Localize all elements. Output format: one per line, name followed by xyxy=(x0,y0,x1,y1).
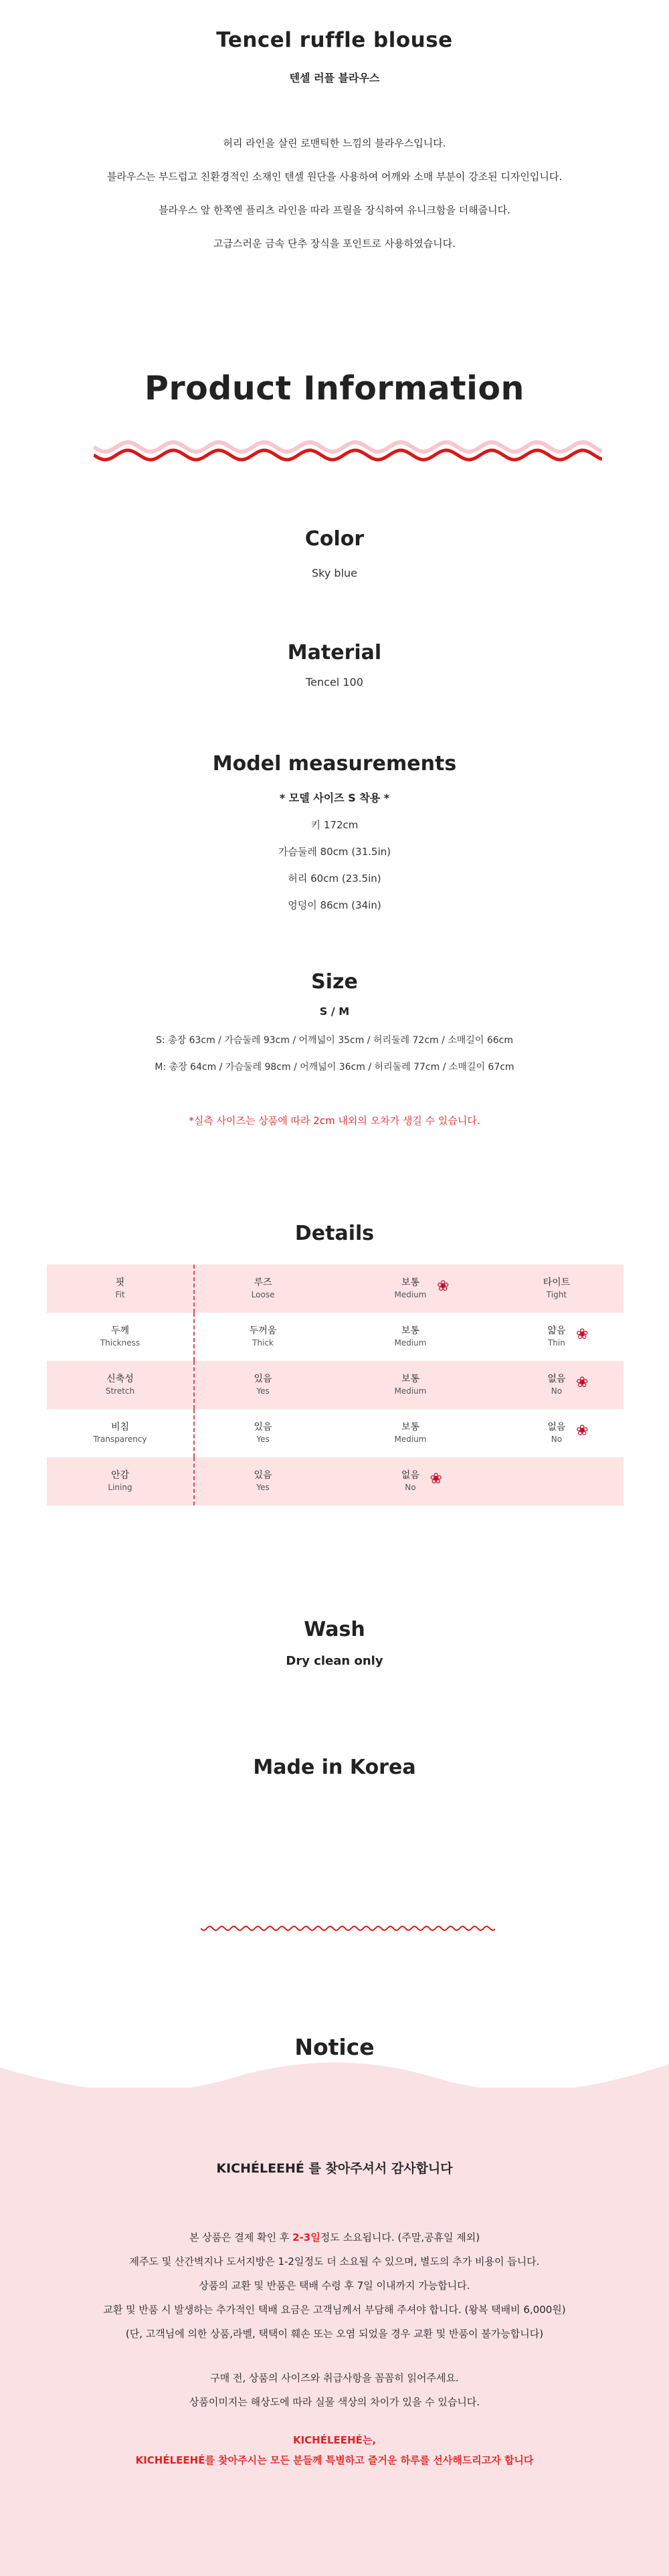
details-option-ko: 보통 xyxy=(401,1325,419,1336)
notice-policy xyxy=(0,2225,669,2346)
details-label-en: Fit xyxy=(115,1290,125,1299)
details-label xyxy=(47,1457,194,1505)
details-label xyxy=(47,1409,194,1457)
model-note: * 모델 사이즈 S 착용 * xyxy=(279,792,390,804)
details-option xyxy=(331,1265,490,1313)
details-option-ko: 없음 xyxy=(547,1422,566,1433)
model-measure: 가슴둘레 80cm (31.5in) xyxy=(278,846,391,858)
product-information-title: Product Information xyxy=(145,369,524,407)
flower-icon: ❀ xyxy=(576,1374,589,1391)
details-option xyxy=(490,1361,624,1409)
details-label-ko: 핏 xyxy=(115,1277,125,1288)
notice-line: 교환 및 반품 시 발생하는 추가적인 택배 요금은 고객님께서 부담해 주셔야 합니다. (왕복 택배비 6,000원) xyxy=(103,2304,566,2316)
intro-line: 허리 라인을 살린 로맨틱한 느낌의 블라우스입니다. xyxy=(223,137,446,149)
details-row xyxy=(47,1409,624,1457)
details-option-ko: 얇음 xyxy=(547,1325,566,1336)
color-heading: Color xyxy=(304,527,365,551)
details-option-ko: 있음 xyxy=(254,1374,272,1384)
details-option-ko: 보통 xyxy=(401,1374,419,1384)
details-label-en: Stretch xyxy=(105,1386,135,1396)
size-line: M: 총장 64cm / 가슴둘레 98cm / 어깨넓이 36cm / 허리둘레 77cm / 소매길이 67cm xyxy=(155,1062,514,1073)
details-option-en: Yes xyxy=(256,1386,270,1396)
intro-line: 고급스러운 금속 단추 장식을 포인트로 사용하였습니다. xyxy=(213,238,456,250)
details-option-en: Medium xyxy=(394,1435,427,1444)
details-label xyxy=(47,1313,194,1361)
wash-heading: Wash xyxy=(304,1618,365,1641)
notice-line: 상품의 교환 및 반품은 택배 수령 후 7일 이내까지 가능합니다. xyxy=(199,2280,470,2292)
details-option-en: Medium xyxy=(394,1338,427,1348)
details-option xyxy=(490,1265,624,1313)
notice-line: 구매 전, 상품의 사이즈와 취급사항을 꼼꼼히 읽어주세요. xyxy=(210,2372,459,2384)
details-option xyxy=(331,1409,490,1457)
details-option-ko: 보통 xyxy=(401,1422,419,1433)
notice-line-text: 정도 소요됩니다. (주말,공휴일 제외) xyxy=(320,2231,480,2243)
wave-divider xyxy=(94,436,602,467)
details-label-ko: 두께 xyxy=(110,1325,130,1336)
details-option-en: No xyxy=(405,1483,416,1492)
details-option xyxy=(490,1457,624,1505)
details-option-en: Medium xyxy=(394,1386,427,1396)
details-option xyxy=(490,1313,624,1361)
details-option xyxy=(331,1361,490,1409)
details-label-en: Lining xyxy=(108,1483,132,1492)
details-option-en: Thick xyxy=(252,1338,274,1348)
details-option-en: Loose xyxy=(251,1290,275,1299)
details-table xyxy=(47,1265,624,1505)
outro-line: KICHÉLEEHÉ를 찾아주시는 모든 분들께 특별하고 즐거운 하루를 선사해드리고자 합니다 xyxy=(135,2454,534,2466)
origin-heading: Made in Korea xyxy=(253,1756,416,1779)
details-option-ko: 없음 xyxy=(401,1470,419,1481)
details-option xyxy=(194,1313,331,1361)
details-label-ko: 비침 xyxy=(110,1422,130,1433)
details-option xyxy=(331,1313,490,1361)
notice-heading: Notice xyxy=(294,2034,375,2060)
model-heading: Model measurements xyxy=(212,752,457,775)
details-option-en: Tight xyxy=(546,1290,567,1299)
notice-line xyxy=(0,2225,669,2249)
details-heading: Details xyxy=(294,1222,375,1245)
model-measure: 키 172cm xyxy=(310,819,359,831)
details-option-ko: 보통 xyxy=(401,1277,419,1288)
details-option-ko: 타이트 xyxy=(543,1277,571,1288)
wash-value: Dry clean only xyxy=(286,1654,383,1668)
notice-thanks: KICHÉLEEHÉ 를 찾아주셔서 감사합니다 xyxy=(216,2161,453,2176)
details-option-ko: 있음 xyxy=(254,1422,272,1433)
details-option-ko: 있음 xyxy=(254,1470,272,1481)
model-measure: 허리 60cm (23.5in) xyxy=(288,872,381,885)
size-line: S: 총장 63cm / 가슴둘레 93cm / 어깨넓이 35cm / 허리둘레 72cm / 소매길이 66cm xyxy=(156,1035,513,1046)
material-heading: Material xyxy=(287,641,382,664)
notice-highlight: 2-3일 xyxy=(292,2231,320,2243)
flower-icon: ❀ xyxy=(429,1471,442,1487)
details-option xyxy=(194,1409,331,1457)
details-option xyxy=(194,1457,331,1505)
model-measure: 엉덩이 86cm (34in) xyxy=(288,899,381,911)
details-option-en: Thin xyxy=(547,1338,565,1348)
details-option xyxy=(490,1409,624,1457)
details-option-en: No xyxy=(551,1435,563,1444)
notice-guidance xyxy=(0,2366,669,2414)
color-value: Sky blue xyxy=(312,567,357,579)
details-option-en: No xyxy=(551,1386,563,1396)
details-row xyxy=(47,1265,624,1313)
details-option xyxy=(331,1457,490,1505)
details-option-ko: 루즈 xyxy=(254,1277,272,1288)
details-option xyxy=(194,1265,331,1313)
notice-line-text: 본 상품은 결제 확인 후 xyxy=(189,2231,293,2243)
details-label-ko: 신축성 xyxy=(106,1374,134,1384)
notice-line: (단, 고객님에 의한 상품,라벨, 택택이 훼손 또는 오염 되었을 경우 교환 및 반품이 불가능합니다) xyxy=(125,2328,544,2340)
details-row xyxy=(47,1313,624,1361)
intro-line: 블라우스는 부드럽고 친환경적인 소재인 텐셀 원단을 사용하여 어깨와 소매 부분이 강조된 디자인입니다. xyxy=(106,171,563,183)
details-option-en: Yes xyxy=(256,1483,270,1492)
details-option-en: Medium xyxy=(394,1290,427,1299)
details-label xyxy=(47,1361,194,1409)
size-warning: *실측 사이즈는 상품에 따라 2cm 내외의 오차가 생길 수 있습니다. xyxy=(189,1115,480,1127)
flower-icon: ❀ xyxy=(576,1422,589,1439)
product-title: Tencel ruffle blouse xyxy=(216,28,453,52)
details-label-en: Thickness xyxy=(100,1338,140,1348)
small-wave-divider xyxy=(201,1923,495,1934)
details-row xyxy=(47,1361,624,1409)
details-label xyxy=(47,1265,194,1313)
notice-line: 상품이미지는 해상도에 따라 실물 색상의 차이가 있을 수 있습니다. xyxy=(189,2396,480,2408)
details-option-ko: 두꺼움 xyxy=(249,1325,277,1336)
intro-text xyxy=(0,135,669,252)
size-options: S / M xyxy=(319,1005,350,1018)
brand-outro xyxy=(0,2430,669,2470)
notice-line: 제주도 및 산간벽지나 도서지방은 1-2일정도 더 소요될 수 있으며, 별도의 추가 비용이 듭니다. xyxy=(129,2256,540,2268)
size-heading: Size xyxy=(311,970,358,994)
product-title-ko: 텐셀 러플 블라우스 xyxy=(289,72,380,84)
details-label-en: Transparency xyxy=(93,1435,147,1444)
outro-line: KICHÉLEEHÉ는, xyxy=(292,2434,377,2446)
intro-line: 블라우스 앞 한쪽엔 플리츠 라인을 따라 프릴을 장식하여 유니크함을 더해줍니다. xyxy=(159,204,510,216)
details-option xyxy=(194,1361,331,1409)
details-option-en: Yes xyxy=(256,1435,270,1444)
details-option-ko: 없음 xyxy=(547,1374,566,1384)
details-row xyxy=(47,1457,624,1505)
flower-icon: ❀ xyxy=(576,1326,589,1343)
details-label-ko: 안감 xyxy=(110,1470,130,1481)
material-value: Tencel 100 xyxy=(306,676,363,688)
flower-icon: ❀ xyxy=(437,1278,450,1295)
